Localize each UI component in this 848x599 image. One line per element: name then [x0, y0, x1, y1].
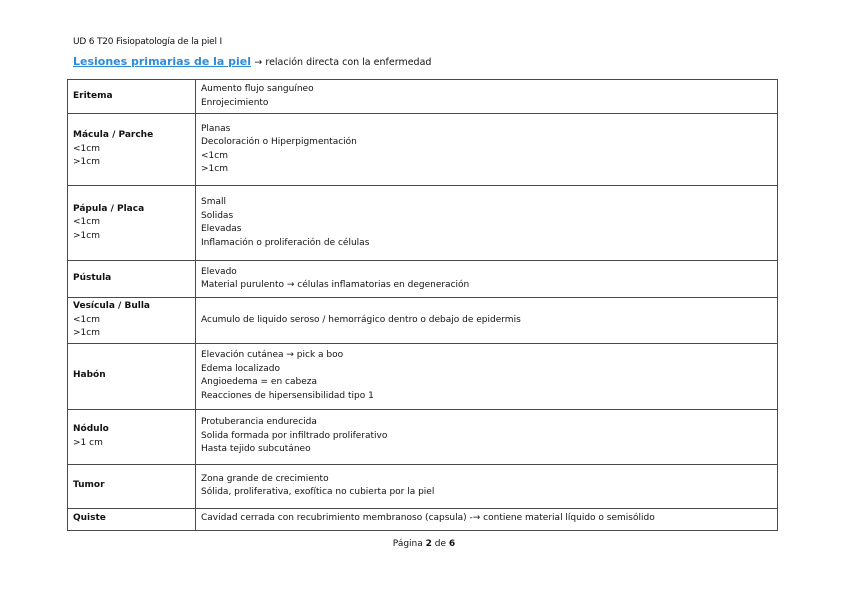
term-cell — [68, 80, 196, 114]
description-line: Elevación cutánea → pick a boo — [201, 350, 344, 360]
table-row — [68, 409, 778, 464]
description-line: Elevado — [201, 266, 237, 277]
term-name: Pústula — [73, 273, 112, 284]
description-cell — [196, 186, 778, 261]
page-footer — [0, 539, 848, 549]
table-row — [68, 508, 778, 530]
footer-total-pages: 6 — [448, 539, 456, 549]
footer-of-word: de — [434, 539, 447, 549]
table-row — [68, 261, 778, 298]
description-line: <1cm — [201, 150, 228, 161]
footer-current-page: 2 — [425, 539, 432, 549]
term-cell — [68, 261, 196, 298]
description-line: Small — [201, 197, 226, 207]
description-line: Inflamación o proliferación de células — [201, 237, 370, 248]
term-size: >1cm — [73, 157, 100, 168]
description-line: Decoloración o Hiperpigmentación — [201, 137, 357, 147]
description-cell — [196, 343, 778, 409]
description-cell — [196, 409, 778, 464]
term-size: >1cm — [73, 328, 100, 338]
table-row — [68, 298, 778, 344]
term-name: Vesícula / Bulla — [73, 301, 150, 311]
term-name: Habón — [73, 370, 106, 381]
description-cell — [196, 508, 778, 530]
description-line: Enrojecimiento — [201, 97, 269, 108]
term-cell — [68, 114, 196, 186]
description-cell — [196, 114, 778, 186]
term-name: Tumor — [73, 480, 105, 491]
term-cell — [68, 186, 196, 261]
term-size: <1cm — [73, 143, 100, 154]
table-row — [68, 186, 778, 261]
term-size: >1 cm — [73, 437, 103, 448]
description-line: Edema localizado — [201, 363, 281, 374]
table-row — [68, 114, 778, 186]
section-note: relación directa con la enfermedad — [265, 57, 432, 68]
description-line: Acumulo de liquido seroso / hemorrágico dentro o debajo de epidermis — [201, 314, 521, 325]
description-line: Sólida, proliferativa, exofítica no cubierta por la piel — [201, 487, 435, 497]
term-cell — [68, 298, 196, 344]
term-size: <1cm — [73, 217, 100, 228]
term-cell — [68, 343, 196, 409]
lesions-table — [67, 79, 778, 531]
description-line: Aumento flujo sanguíneo — [201, 84, 314, 94]
term-size: <1cm — [73, 314, 100, 325]
term-name: Pápula / Placa — [73, 203, 145, 214]
term-name: Mácula / Parche — [73, 130, 154, 141]
description-line: Protuberancia endurecida — [201, 417, 317, 428]
section-link[interactable]: Lesiones primarias de la piel — [73, 55, 252, 68]
term-cell — [68, 409, 196, 464]
term-name: Quiste — [73, 513, 106, 524]
term-name: Nódulo — [73, 424, 109, 434]
description-cell — [196, 298, 778, 344]
description-line: Solidas — [201, 210, 234, 221]
term-cell — [68, 464, 196, 508]
section-arrow: → — [254, 57, 263, 68]
term-size: >1cm — [73, 230, 100, 241]
term-cell — [68, 508, 196, 530]
table-row — [68, 343, 778, 409]
page-header-title: UD 6 T20 Fisiopatología de la piel I — [73, 37, 222, 47]
description-line: Cavidad cerrada con recubrimiento membranoso (capsula) -→ contiene material líquido o semisólido — [201, 513, 655, 524]
description-line: Material purulento → células inflamatorias en degeneración — [201, 280, 470, 290]
description-line: >1cm — [201, 164, 228, 174]
description-cell — [196, 464, 778, 508]
description-line: Hasta tejido subcutáneo — [201, 444, 311, 455]
description-line: Reacciones de hipersensibilidad tipo 1 — [201, 390, 374, 401]
description-line: Zona grande de crecimiento — [201, 473, 329, 484]
description-cell — [196, 261, 778, 298]
description-line: Solida formada por infiltrado proliferativo — [201, 430, 388, 441]
description-line: Planas — [201, 123, 231, 134]
term-name: Eritema — [73, 90, 113, 101]
section-heading — [73, 55, 431, 68]
description-cell — [196, 80, 778, 114]
footer-page-word: Página — [392, 539, 423, 549]
table-row — [68, 464, 778, 508]
lesions-table-body — [68, 80, 778, 531]
description-line: Angioedema = en cabeza — [201, 377, 317, 387]
description-line: Elevadas — [201, 224, 242, 234]
table-row — [68, 80, 778, 114]
